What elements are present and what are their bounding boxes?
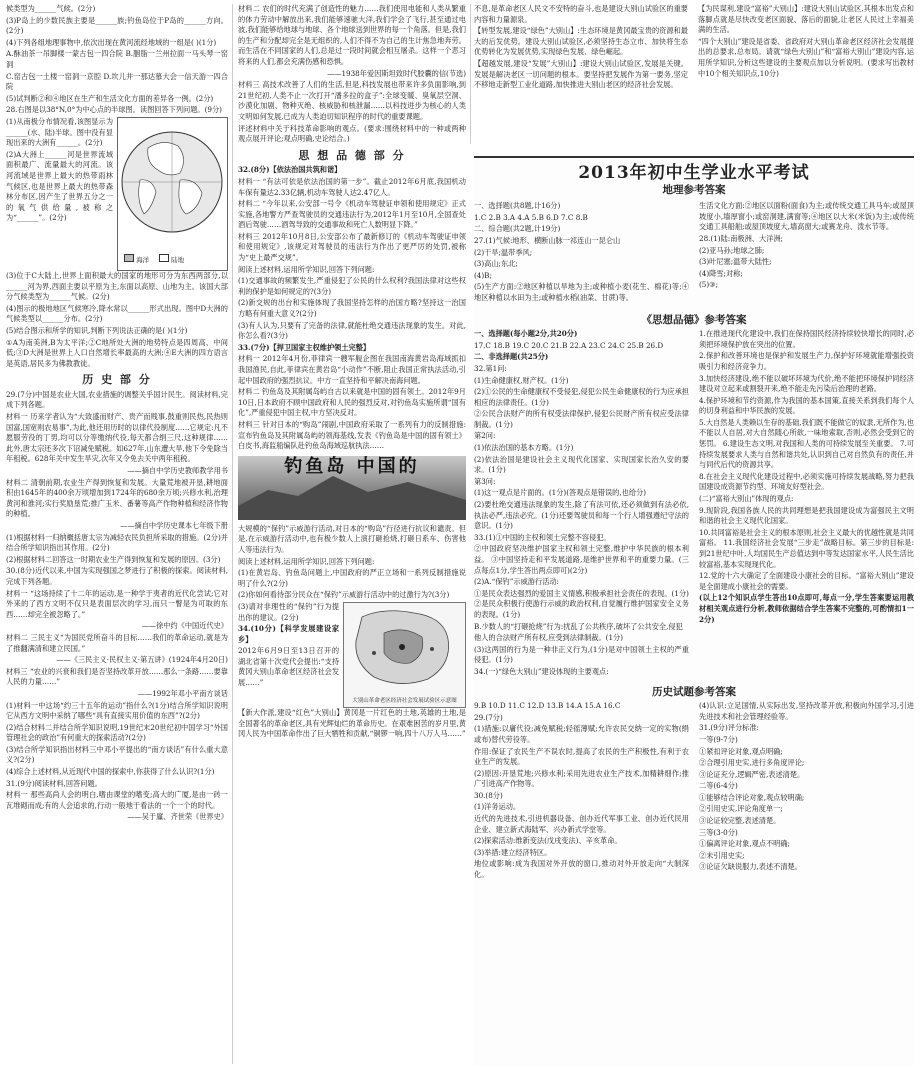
text-line: (4)降雪;对称; bbox=[699, 268, 743, 278]
text-line: 近代的先进技术,引进机器设备、创办近代军事工业、创办近代民用企业、建立新式海陆军、兴办新式学堂等。 bbox=[474, 814, 689, 834]
text-line: 33.(1)①中国的主权和领土完整不容侵犯。 bbox=[474, 532, 611, 542]
text-line: 1.C 2.B 3.A 4.A 5.B 6.D 7.C 8.B bbox=[474, 212, 588, 222]
text-line: 材料三 2012年10月8日,公安部公布了最新修订的《机动车驾驶证申领和使用规定》,该规定对驾驶员的违法行为作出了更严厉的处罚,被称为“史上最严交规”。 bbox=[238, 231, 466, 263]
text-line: ①紧扣评论对象,观点明确; bbox=[699, 746, 783, 756]
text-line: (3)这两国的行为是一种非正义行为,(1分)是对中国领土主权的严重侵犯。(1分) bbox=[474, 644, 689, 665]
text-line: 阅读上述材料,运用所学知识,回答下列问题: bbox=[238, 556, 375, 566]
text-line: 材料一 2012年4月份,菲律宾一艘军舰企图在我国南海黄岩岛海域抓扣我国渔民,自此,菲律宾在黄岩岛“小动作”不断,阻止我国正常执法活动,引起中国政府的强烈抗议。中方一直坚持和平解决南海问题。 bbox=[238, 354, 466, 385]
answer-key bbox=[474, 156, 914, 1066]
text-line: 材料二 农们的时代充满了创造性的魅力……我们使用电能和人类从繁重的体力劳动中解放出来,我们能够速驰大洋,我们学会了飞行,甚至通过电波,我们能够给地球与地球、各个地球送到世界的每一个角落。但是,我们的生产和分配却完全是无组织的,人们不得不为自己的生计焦急地奔劳。而生活在不同国家的人们,总是过一段时间就会相互屠杀。这样一个恶习将来的人们,都会充满伤感和恐惧。 bbox=[238, 4, 466, 66]
map-caption: 大别山革命老区经济社会发展试验区示意图 bbox=[352, 697, 457, 704]
text-line: 30.(8分) bbox=[474, 790, 503, 800]
text-line: (1)在黄岩岛、钓鱼岛问题上,中国政府的严正立场和一系列反制措施说明了什么?(2分) bbox=[238, 568, 466, 588]
exam-title: 2013年初中生学业水平考试 bbox=[578, 163, 810, 183]
text-line: ③论证较完整,表述清楚。 bbox=[699, 816, 781, 826]
text-line: (1)措施:以庸代役;减免赋税;轻徭薄赋;允许农民交纳一定的实物(绢或布)替代劳役等。 bbox=[474, 724, 689, 744]
text-line: (2)结合材料二并结合所学知识说明,19世纪末20世纪初中国学习“外国管理社会的政治”有何重大的探索活动?(2分) bbox=[6, 722, 228, 743]
text-line: ——徐中约《中国近代史》 bbox=[141, 621, 228, 631]
text-line: (3)位于C大陆上,世界上面积最大的国家的地形可分为东西两部分,以______河为界,西面主要以平原为主,东面以高原、山地为主。该国大部分气候类型为______气候。(2分) bbox=[6, 270, 228, 302]
text-line: (2)探索活动:维新变法(戊戌变法)、辛亥革命。 bbox=[474, 836, 622, 846]
text-line: 材料三 针对日本的“购岛”闹剧,中国政府采取了一系列有力的反制措施:宣布钓鱼岛及其附属岛屿的领海基线,发表《钓鱼岛是中国的固有领土》白皮书,海监船编队赴钓鱼岛海域巡航执法…… bbox=[238, 419, 466, 451]
politics-section-title: 思 想 品 德 部 分 bbox=[298, 148, 406, 162]
text-line: 材料三 高技术改善了人们的生活,但是,科技发展也带来许多负面影响,到21世纪初,人类不止一次打开“潘多拉的盒子”:全球变暖、臭氧层空洞、沙漠化加剧、物种灭绝、核威胁和核泄漏……以科技进步为核心的人类文明如何发展,已成为人类迫切知识程序的时代的重要课题。 bbox=[238, 80, 466, 121]
text-line: (2)根据材料二回答这一时期农业生产得到恢复和发展的原因。(3分) bbox=[6, 554, 221, 564]
text-line: 大规模的“保钓”示威游行活动,对日本的“购岛”行径进行抗议和谴责。但是,在示威游行活动中,也有极少数人上演打砸抢烧,打砸日系车、伤害他人等违法行为。 bbox=[238, 523, 466, 554]
text-line: 材料二 “今年以来,公安部一号令《机动车驾驶证申领和使用规定》正式实施,各地警方严查驾驶员的交通违法行为,2012年1月至10月,全国查处酒后驾驶……酒驾导致的交通事故和死亡人数明显下降。” bbox=[238, 199, 466, 230]
text-line: 材料一 那些高尚人会的明白,嗜由课堂的嗜变;高大的广厦,是由一砖一瓦堆砌而成;有的人会追求的,行动一般地于看法的一个一个的时代。 bbox=[6, 790, 228, 810]
text-line: (2)A大洲上______河是世界流域面积最广、流量最大的河流。该河流域是世界上最大的热带雨林气候区,也是世界上最大的热带森林分布区,因产生了世界五分之一的氧气供给量,被称之为“______”。(2分) bbox=[6, 149, 114, 223]
text-line: 17.C 18.B 19.C 20.C 21.B 22.A 23.C 24.C 25.B 26.D bbox=[474, 340, 664, 350]
text-line: 二、综合题(共2题,计19分) bbox=[474, 224, 561, 234]
column-2 bbox=[238, 4, 466, 1066]
text-line: ——1938年爱因斯坦致时代胶囊的信(节选) bbox=[327, 68, 466, 78]
geo-questions bbox=[6, 4, 228, 369]
text-line: 【转型发展,建设“绿色”大别山】:生态环境是黄冈最宝贵的资源和最大的后发优势。建设大别山试验区,必须坚持生态立市、加快将生态优势转化为发展优势,实现绿色发展、绿色崛起。 bbox=[474, 26, 688, 57]
text-line: (3)P岛上的少数民族主要是______族;钓鱼岛位于P岛的______方向。(2分) bbox=[6, 15, 228, 36]
legend-ocean: 海洋 bbox=[136, 256, 150, 265]
text-line: 生活文化方面:②地区以面粉(面食)为主;或传统交通工具马车;或屋顶坡度小,墙厚窗小;或窑洞建,满窗等;④地区以大米(米饭)为主;或传统交通工具船舶;或屋顶坡度大,墙高窗大;或赛龙舟、泼水节等。 bbox=[699, 201, 914, 232]
text-line: ——吴于廑、齐世荣《世界史》 bbox=[127, 812, 228, 822]
text-line: B.少数人的“打砸抢烧”行为:扰乱了公共秩序,破坏了公共安全,侵犯 bbox=[474, 621, 683, 631]
history-answers bbox=[474, 701, 914, 882]
text-line: ②中国政府坚决维护国家主权和领土完整,维护中华民族的根本利益。 ③中国坚持走和平发展道路,是维护世界和平的重要力量。(三点每点1分,学生答出两点即可)(2分) bbox=[474, 544, 689, 575]
diaoyu-island-photo bbox=[238, 456, 466, 520]
text-line: (1)生命健康权,财产权。(1分) bbox=[474, 375, 569, 385]
text-line: 31.(9分)阅读材料,回答问题。 bbox=[6, 778, 102, 788]
text-line: ②公民合法财产的所有权受法律保护,侵犯公民财产所有权应受法律制裁。(1分) bbox=[474, 409, 689, 429]
photo-caption: 钓鱼岛 中国的 bbox=[284, 455, 420, 477]
text-line: (5)③; bbox=[699, 280, 719, 290]
politics-answers bbox=[474, 329, 914, 678]
text-line: 材料二 清朝前期,农业生产得到恢复和发展。大量荒地被开垦,耕地面积由1645年的400余万顷增加到1724年的680余万顷;兴修水利,治理黄河和淮河;实行奖励垦荒;推广玉米、番薯等高产作物种植和经济作物的种植。 bbox=[6, 477, 228, 519]
text-line: “四个大别山”建设是省委、省政府对大别山革命老区经济社会发展提出的总要求,总布局。请就“绿色大别山”和“富裕大别山”建设内容,运用所学知识,分析这些建设的主要观点加以分析说明。(要求写出教材中10个相关知识点,10分) bbox=[698, 36, 914, 78]
text-line: 材料二 三民主义“为国民党所奋斗的目标……我们的革命运动,就是为了推翻满清和建立民国。” bbox=[6, 632, 228, 653]
text-line: 第2问: bbox=[474, 431, 496, 441]
text-line: (3)有人认为,只要有了完备的法律,就能杜绝交通违法现象的发生。对此,你怎么看?(3分) bbox=[238, 320, 466, 341]
text-line: (1)依法治国的基本方略。(1分) bbox=[474, 443, 574, 453]
text-line: (1)洋务运动。 bbox=[474, 802, 521, 812]
text-line: ①偏离评论对象,观点不明确; bbox=[699, 839, 790, 849]
text-line: 32.第1问: bbox=[474, 363, 507, 373]
text-line: 4.保护环境和节约资源,作为我国的基本国策,直接关系到我们每个人的切身利益和中华民族的发展。 bbox=[699, 395, 914, 416]
text-line: 三等(3-0分) bbox=[699, 827, 738, 837]
text-line: 30.(8分)近代以来,中国为实现强国之梦进行了积极的探索。阅读材料,完成下列各题。 bbox=[6, 566, 228, 586]
text-line: 材料一 “这场持续了十二年的运动,是一种学于夷者的近代化尝试;它对外来的了西方文明不仅只是表面层次的学习,而只一瞥是为可取的东西……却完全被忽略了。” bbox=[6, 588, 228, 619]
column-4-top bbox=[698, 4, 914, 144]
text-line: (4)下列各组地理事物中,依次出现在黄河流经地域的一组是( )(1分) bbox=[6, 37, 217, 47]
column-3-top bbox=[474, 4, 688, 144]
text-line: 【超越发展,建设“发展”大别山】:建设大别山试验区,发展是关键。发展是解决老区一切问题的根本。要坚持把发展作为第一要务,坚定不移地走新型工业化道路,加快推进大别山老区的经济社会发展。 bbox=[474, 58, 688, 90]
text-line: 1.在推进现代化建设中,我们在保持国民经济持续较快增长的同时,必须把环境保护放在突出的位置。 bbox=[699, 329, 914, 349]
text-line: (2)A.“保钓”示威游行活动: bbox=[474, 577, 559, 587]
text-line: 10.共同富裕是社会主义的根本原则,社会主义最大的优越性就是共同富裕。 11.我国经济社会发展“三步走”战略目标。第三步的目标是:到21世纪中叶,人均国民生产总值达到中等发达国家水平,人民生活比较富裕,基本实现现代化。 bbox=[699, 527, 914, 569]
text-line: ①A为南美洲,B为太平洋;②C地所处大洲的地势特点是四周高、中间低;③D大洲是世界上人口自然增长率最高的大洲;④E大洲的四方语言是英语,居民多为佛教教徒。 bbox=[6, 337, 228, 368]
text-line: (4)认识:立足国情,从实际出发,坚持改革开放,积极向外国学习,引进先进技术和社会管理经验等。 bbox=[699, 701, 914, 721]
text-line: 评述材料中关于科技革命影响的观点。(要求:围绕材料中的一种或两种观点展开评论;观点明确,史论结合。) bbox=[238, 123, 466, 144]
text-line: (3)请对非理性的“保钓”行为提出你的建议。(2分) bbox=[238, 601, 340, 622]
text-line: 3.加快经济建设,绝不能以破坏环境为代价,绝不能把环境保护同经济建设对立起来或割裂开来,绝不能走先污染后治理的老路。 bbox=[699, 373, 914, 394]
text-line: 材料二 钓鱼岛及其附属岛屿自古以来就是中国的固有领土。2012年9月10日,日本政府不顾中国政府和人民的强烈反对,对钓鱼岛实施所谓“国有化”,严重侵犯中国主权,中方坚决反对。 bbox=[238, 387, 466, 418]
text-line: (2)①公民的生命健康权不受侵犯,侵犯公民生命健康权的行为应承担相应的法律责任。(1分) bbox=[474, 387, 689, 407]
text-line: ①能够结合评论对象,观点较明确; bbox=[699, 792, 805, 802]
text-line: (1)材料一中这场“约三十五年的运动”指什么?(1分)结合所学知识说明它从西方文明中采纳了哪些“具有直接实用价值的东西”?(2分) bbox=[6, 700, 228, 721]
text-line: 材料一 历来学者认为“大致盛而财产、贵产而贱事,鼓重则民热,民热则国富,国宽则农易事”,为此,他还用历时的以律代役制度……它规定:凡不愿服劳役的丁男,均可以分等缴纳代役,每天都合绢三尺,这种规律……此外,唐太宗还多次下诏减免赋税。如627年,山东遭大旱,他下令免除当年租税。628年关中发生旱灾,次年又令免去关中两年租税。 bbox=[6, 412, 228, 464]
text-line: (1)这一观点是片面的。(1分)(答观点是错误的,也给分) bbox=[474, 488, 647, 498]
text-line: 他人的合法财产所有权,应受到法律制裁。(1分) bbox=[474, 633, 624, 643]
text-line: 候类型为______气候。(2分) bbox=[6, 4, 96, 13]
text-line: 32.(8分)【依法治国共筑和谐】 bbox=[238, 165, 342, 175]
column-1 bbox=[6, 4, 228, 1066]
text-line: A.酥油茶一吊脚楼一蒙古包一四合院 B.胭脂一兰州拉面一马头琴一窑洞 bbox=[6, 49, 228, 69]
text-line: 9.B 10.D 11.C 12.D 13.B 14.A 15.A 16.C bbox=[474, 701, 621, 711]
text-line: 5.大自然是人类赖以生存的基础,我们既不能做它的奴隶,无所作为,也不能以人自居,对大自然随心所欲,一味地索取,否则,必然会受到它的惩罚。 6.建设生态文明,对我国和人类的可持续发展至关重要。 7.可持续发展要求人类与自然和谐共处,认识到自己对自然负有的责任,并与同代后代的资源共享。 bbox=[699, 417, 914, 470]
text-line: ③论证欠缺说服力,表述不清楚。 bbox=[699, 862, 802, 872]
text-line: (1)根据材料一归纳概括唐太宗为减轻农民负担所采取的措施。(2分)并结合所学知识指出其作用。(2分) bbox=[6, 532, 228, 553]
geography-answers bbox=[474, 201, 914, 304]
text-line: (以上12个知识点学生答出10点即可,每点一分,学生答案要运用教材相关观点进行分析,教师依据结合学生答案不完整的,可酌情扣1一2分) bbox=[699, 593, 914, 624]
text-line: (二)“富裕大别山”体现的观点: bbox=[699, 494, 794, 504]
text-line: ——摘自中学历史教师教学用书 bbox=[127, 466, 228, 476]
text-line: 【为民谋利,建设“富裕”大别山】:建设大别山试验区,其根本出发点和落脚点就是尽快改变老区面貌、落后的面貌,让老区人民过上幸福美满的生活。 bbox=[698, 4, 914, 35]
geography-answer-title: 地理参考答案 bbox=[662, 183, 726, 196]
text-line: (3)举措:建立经济特区。 bbox=[474, 847, 552, 857]
text-line: 2.保护和改善环境也是保护和发展生产力,保护好环境就能增强投资吸引力和经济竞争力。 bbox=[699, 351, 914, 371]
text-line: (5)试判断②和④地区在生产和生活文化方面的差异各一例。(2分) bbox=[6, 93, 214, 103]
text-line: 材料三 “农业的兴衰和我们是否坚持改革开放……那么一条路……要靠人民的力量……” bbox=[6, 666, 228, 687]
text-line: 不息,是革命老区人民文不安特的奋斗,也是建设大别山试验区的重要内容和力量源泉。 bbox=[474, 4, 688, 24]
text-line: (4)图示的极地地区气候寒冷,降水常以______形式出现。图中D大洲的气候类型以______分布。(2分) bbox=[6, 303, 228, 324]
history-answer-title: 历史试题参考答案 bbox=[652, 685, 736, 698]
text-line: 一等(9-7分) bbox=[699, 734, 738, 744]
text-line: ②未引用史实; bbox=[699, 850, 745, 860]
text-line: (1)从南极分布情况看,该图显示为______(水、陆)半球。图中没有显现出来的大洲有______。(2分) bbox=[6, 116, 114, 148]
text-line: 一、选择题(共8题,计16分) bbox=[474, 201, 561, 211]
text-line: 12.党的十六大确定了全面建设小康社会的目标。“富裕大别山”建设是全面建成小康社会的需要。 bbox=[699, 571, 914, 591]
text-line: (5)结合图示和所学的知识,判断下列说法正确的是( )(1分) bbox=[6, 325, 188, 335]
history-section-title: 历 史 部 分 bbox=[82, 373, 152, 387]
text-line: ③论证充分,逻辑严密,表述清楚。 bbox=[699, 769, 805, 779]
text-line: 28.(1)陆:南极洲、大洋洲; bbox=[699, 233, 783, 243]
text-line: (3)高山;东北; bbox=[474, 259, 518, 269]
text-line: (2)干旱;温带季风; bbox=[474, 247, 533, 257]
text-line: (3)叶尼塞;温带大陆性; bbox=[699, 257, 772, 267]
history-questions bbox=[6, 390, 228, 823]
text-line: (2)新交规的出台和实施体现了我国坚持怎样的治国方略?坚持这一治国方略有何重大意义?(2分) bbox=[238, 298, 466, 319]
text-line: 31.(9分)评分标准: bbox=[699, 723, 759, 733]
text-line: (1)交通事故的频繁发生,严重侵犯了公民的什么权利?我国法律对这些权利的保护是如何规定的?(3分) bbox=[238, 276, 466, 296]
text-line: 第3问: bbox=[474, 476, 496, 486]
politics-answer-title: 《思想品德》参考答案 bbox=[641, 313, 747, 326]
text-line: 34.(一)“绿色大别山”建设体现的主要观点: bbox=[474, 666, 609, 676]
text-line: C.窑古包一土楼一窑洞一京腔 D.坎儿井一那达慕大会一信天游一四合院 bbox=[6, 71, 228, 92]
legend-land: 陆地 bbox=[171, 256, 185, 265]
text-line: 27.(1)气候:地形、横断山脉一祁连山一昆仑山 bbox=[474, 235, 621, 245]
text-line: ②合理引用史实,进行多角度评论; bbox=[699, 758, 805, 768]
text-line: ——1992年邓小平南方谈话 bbox=[137, 688, 228, 698]
text-line: 【新大作派,建设“红色”大别山】黄冈是一片红色的土地,英雄的土地,是全国著名的革命老区,具有光辉灿烂的革命历史。在艰难困苦的岁月里,黄冈人民为中国革命作出了巨大牺牲和贡献,“铜锣一响,四十八万人马……” bbox=[238, 707, 466, 739]
text-line: 28.右图是以38°N,0°为中心点的半球图。读图回答下列问题。(9分) bbox=[6, 105, 222, 115]
text-line: ——摘自中学历史课本七年级下册 bbox=[120, 521, 228, 530]
text-line: 34.(10分)【科学发展建设家乡】 bbox=[238, 624, 340, 644]
text-line: (2)亚马孙;地球之肺; bbox=[699, 245, 765, 255]
text-line: 地位或影响:成为我国对外开放的窗口,推动对外开放走向“大制深化。 bbox=[474, 859, 689, 880]
text-line: (4)B; bbox=[474, 270, 492, 280]
text-line: 2012年6月9日至13日召开的湖北省第十次党代会提出:“支持黄冈大别山革命老区经济社会发展……” bbox=[238, 646, 340, 688]
text-line: (2)依法治国是建设社会主义现代化国家、实现国家长治久安的要求。(1分) bbox=[474, 454, 689, 475]
hemisphere-map bbox=[117, 117, 228, 271]
text-line: ①是民众表达强烈的爱国主义情感,积极承担社会责任的表现。(1分) ②是民众积极行使游行示威的政治权利,自觉履行维护国家安全义务的表现。(1分) bbox=[474, 588, 689, 619]
text-line: (3)结合所学知识指出材料三中邓小平提出的“南方谈话”有什么重大意义?(2分) bbox=[6, 744, 228, 765]
text-line: 材料一 “有法可依是依法治国的第一步”。截止2012年6月底,我国机动车保有量达2.33亿辆,机动车驾驶人达2.47亿人。 bbox=[238, 176, 466, 197]
text-line: 二、非选择题(共25分) bbox=[474, 352, 549, 362]
dabie-mountain-map bbox=[343, 602, 466, 708]
text-line: (2)原因:开垦荒地;兴修水利;采用先进农业生产技术,加精耕细作;推广引进高产作物等。 bbox=[474, 768, 689, 789]
text-line: (2)要杜绝交通违法现象的发生,除了有法可依,还必须做到有法必依,执法必严,违法必究。(1分)还要驾驶员和每一个行人增强遵纪守法的意识。(1分) bbox=[474, 500, 689, 531]
text-line: 二等(6-4分) bbox=[699, 781, 738, 791]
text-line: 29.(7分) bbox=[474, 712, 503, 722]
text-line: (2)你如何看待部分民众在“保钓”示威游行活动中的过激行为?(3分) bbox=[238, 590, 450, 600]
text-line: ②引用史实,评论角度单一; bbox=[699, 804, 783, 814]
text-line: 阅读上述材料,运用所学知识,回答下列问题: bbox=[238, 264, 375, 274]
text-line: ——《三民主义·民权主义·第五讲》(1924年4月20日) bbox=[56, 655, 228, 665]
text-line: 29.(7分)中国是农业大国,农业措施的调整关乎国计民生。阅读材料,完成下列各题。 bbox=[6, 389, 228, 410]
text-line: 8.在社会主义现代化建设过程中,必须实施可持续发展战略,努力把我国建设成资源节约型、环境友好型社会。 bbox=[699, 471, 914, 492]
text-line: (5)生产方面:②地区种植以旱地为主;或种植小麦(花生、棉花)等;④地区种植以水田为主;或种植水稻(油菜、甘蔗)等。 bbox=[474, 282, 689, 302]
text-line: 9.现阶段,我国各族人民的共同理想是把我国建设成为富强民主文明和谐的社会主义现代化国家。 bbox=[699, 505, 914, 526]
text-line: 作用:保证了农民生产不误农时,提高了农民的生产积极性,有利于农业生产的发展。 bbox=[474, 746, 689, 767]
text-line: 一、选择题(每小题2分,共20分) bbox=[474, 329, 578, 339]
text-line: (4)综合上述材料,从近现代中国的探索中,你获得了什么认识?(1分) bbox=[6, 767, 215, 777]
text-line: 33.(7分)【捍卫国家主权维护领土完整】 bbox=[238, 342, 371, 352]
